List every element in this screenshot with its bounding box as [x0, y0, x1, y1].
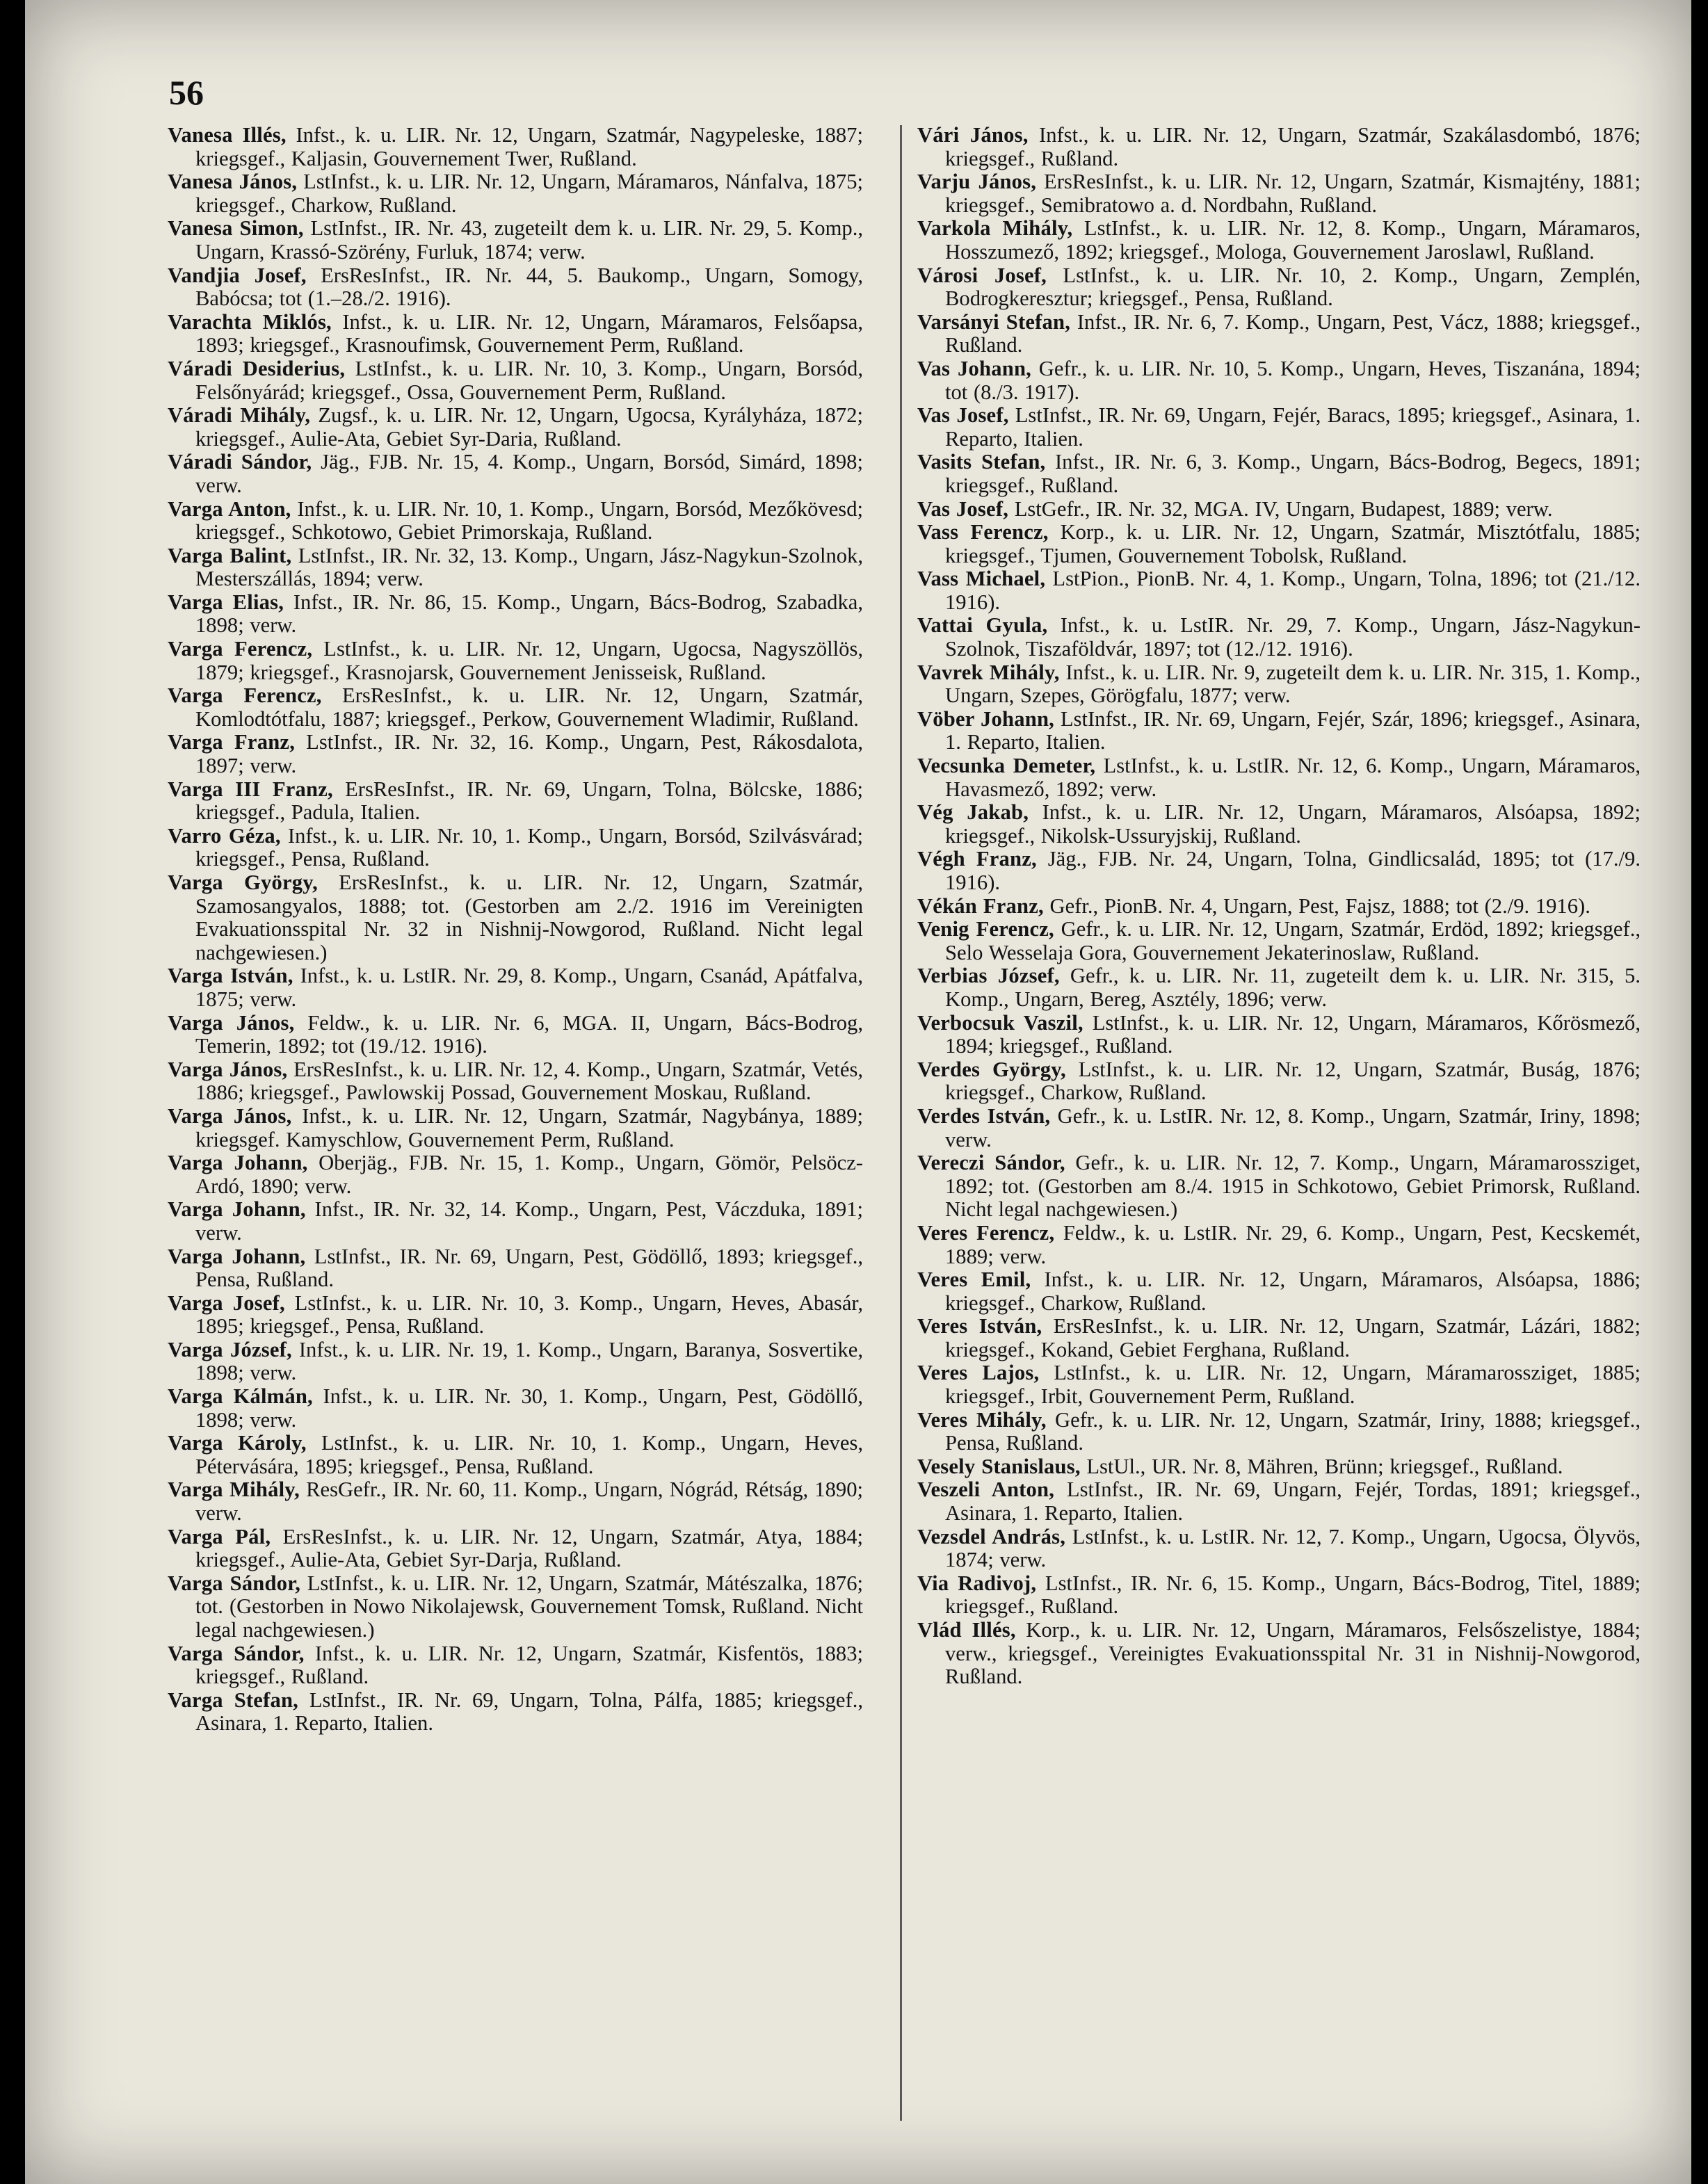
entry-name: Varga István,: [168, 964, 293, 988]
entry-name: Varju János,: [917, 170, 1037, 194]
entry-details: ErsResInfst., k. u. LIR. Nr. 12, Ungarn, Szatmár, Komlodtótfalu, 1887; kriegsgef., Perkow, Gouvernement Wladimir, Rußland.: [195, 683, 863, 731]
entry-details: LstInfst., IR. Nr. 69, Ungarn, Fejér, Tordas, 1891; kriegsgef., Asinara, 1. Reparto, Italien.: [945, 1478, 1641, 1526]
entry-details: Infst., IR. Nr. 6, 7. Komp., Ungarn, Pest, Vácz, 1888; kriegsgef., Rußland.: [945, 309, 1641, 357]
register-entry: [168, 1478, 863, 1525]
entry-details: ErsResInfst., k. u. LIR. Nr. 12, 4. Komp., Ungarn, Szatmár, Vetés, 1886; kriegsgef., Pawlowskij Possad, Gouvernement Moskau, Rußland.: [195, 1057, 863, 1105]
register-entry: [917, 451, 1641, 497]
register-entry: [917, 1012, 1641, 1058]
entry-details: Korp., k. u. LIR. Nr. 12, Ungarn, Máramaros, Felsőszelistye, 1884; verw., kriegsgef., Vereinigtes Evakuationsspital Nr. 31 in Nishnij-Nowgorod, Rußland.: [945, 1618, 1641, 1689]
entry-name: Vasits Stefan,: [917, 450, 1046, 474]
entry-name: Varga Johann,: [168, 1197, 306, 1222]
entry-details: LstInfst., IR. Nr. 69, Ungarn, Pest, Gödöllő, 1893; kriegsgef., Pensa, Rußland.: [195, 1244, 864, 1292]
entry-name: Városi Josef,: [917, 263, 1047, 287]
entry-name: Verdes György,: [917, 1057, 1066, 1081]
entry-details: Infst., IR. Nr. 6, 3. Komp., Ungarn, Bács-Bodrog, Begecs, 1891; kriegsgef., Rußland.: [945, 450, 1641, 497]
entry-details: Gefr., k. u. LstIR. Nr. 12, 8. Komp., Ungarn, Szatmár, Iriny, 1898; verw.: [945, 1103, 1641, 1151]
entry-name: Váradi Desiderius,: [168, 356, 346, 380]
entry-name: Varsányi Stefan,: [917, 309, 1071, 334]
entry-details: Infst., k. u. LIR. Nr. 12, Ungarn, Szatmár, Nagypeleske, 1887; kriegsgef., Kaljasin, Gouvernement Twer, Rußland.: [195, 123, 863, 170]
register-entry: [168, 731, 863, 777]
register-entry: [917, 404, 1641, 451]
entry-details: LstInfst., k. u. LIR. Nr. 10, 1. Komp., Ungarn, Heves, Pétervására, 1895; kriegsgef., Pensa, Rußland.: [195, 1431, 863, 1478]
register-entry: [917, 661, 1641, 708]
register-entry: [917, 1222, 1641, 1268]
entry-name: Végh Franz,: [917, 847, 1037, 871]
entry-name: Verbocsuk Vaszil,: [917, 1010, 1083, 1035]
register-entry: [917, 217, 1641, 264]
entry-name: Varga Pál,: [168, 1524, 271, 1548]
entry-name: Varga György,: [168, 871, 318, 894]
register-entry: [168, 825, 863, 871]
entry-name: Vékán Franz,: [917, 893, 1044, 918]
entry-details: Gefr., k. u. LIR. Nr. 12, 7. Komp., Ungarn, Máramarossziget, 1892; tot. (Gestorben am 8./4. 1915 in Schkotowo, Gebiet Primorsk, Rußland. Nicht legal nachgewiesen.): [945, 1151, 1641, 1222]
register-entry: [168, 1432, 863, 1478]
entry-details: LstInfst., k. u. LstIR. Nr. 12, 6. Komp., Ungarn, Máramaros, Havasmező, 1892; verw.: [945, 754, 1641, 801]
register-entry: [168, 544, 863, 591]
entry-name: Vass Michael,: [917, 567, 1046, 591]
entry-name: Vöber Johann,: [917, 706, 1055, 731]
register-entry: [917, 264, 1641, 311]
entry-name: Vas Josef,: [917, 403, 1009, 428]
entry-details: Feldw., k. u. LIR. Nr. 6, MGA. II, Ungarn, Bács-Bodrog, Temerin, 1892; tot (19./12. 1916).: [195, 1010, 863, 1058]
entry-details: Infst., k. u. LIR. Nr. 12, Ungarn, Máramaros, Felsőapsa, 1893; kriegsgef., Krasnoufimsk, Gouvernement Perm, Rußland.: [195, 309, 863, 357]
entry-name: Varga Franz,: [168, 730, 296, 754]
entry-details: LstInfst., k. u. LIR. Nr. 12, Ungarn, Máramarossziget, 1885; kriegsgef., Irbit, Gouvernement Perm, Rußland.: [945, 1361, 1641, 1409]
entry-name: Veres Emil,: [917, 1268, 1031, 1292]
entry-details: Infst., k. u. LIR. Nr. 9, zugeteilt dem k. u. LIR. Nr. 315, 1. Komp., Ungarn, Szepes, Görögfalu, 1877; verw.: [945, 660, 1641, 708]
entry-details: Infst., k. u. LIR. Nr. 30, 1. Komp., Ungarn, Pest, Gödöllő, 1898; verw.: [195, 1384, 863, 1432]
register-entry: [168, 871, 863, 964]
register-entry: [917, 1526, 1641, 1572]
entry-details: Gefr., PionB. Nr. 4, Ungarn, Pest, Fajsz, 1888; tot (2./9. 1916).: [1043, 893, 1590, 918]
entry-details: LstInfst., IR. Nr. 6, 15. Komp., Ungarn, Bács-Bodrog, Titel, 1889; kriegsgef., Rußland.: [945, 1571, 1641, 1619]
entry-name: Vezsdel András,: [917, 1524, 1066, 1548]
entry-name: Varro Géza,: [168, 823, 281, 848]
entry-name: Varga Balint,: [168, 543, 292, 567]
register-entry: [168, 311, 863, 357]
entry-name: Vanesa Simon,: [168, 216, 304, 241]
entry-details: Infst., k. u. LIR. Nr. 10, 1. Komp., Ungarn, Borsód, Szilvásvárad; kriegsgef., Pensa, Rußland.: [195, 823, 863, 871]
entry-details: Infst., k. u. LIR. Nr. 12, Ungarn, Szatmár, Szakálasdombó, 1876; kriegsgef., Rußland.: [945, 123, 1641, 170]
entry-details: Infst., k. u. LIR. Nr. 12, Ungarn, Máramaros, Alsóapsa, 1886; kriegsgef., Charkow, Rußland.: [945, 1268, 1641, 1315]
register-entry: [917, 1572, 1641, 1619]
entry-name: Varga Stefan,: [168, 1688, 299, 1712]
register-entry: [917, 1619, 1641, 1689]
entry-name: Vattai Gyula,: [917, 613, 1048, 638]
register-entry: [917, 708, 1641, 754]
entry-details: LstInfst., k. u. LIR. Nr. 12, Ungarn, Máramaros, Kőrösmező, 1894; kriegsgef., Rußland.: [945, 1010, 1641, 1058]
register-entry: [917, 801, 1641, 848]
register-entry: [168, 1338, 863, 1385]
entry-details: LstInfst., k. u. LIR. Nr. 12, Ungarn, Máramaros, Nánfalva, 1875; kriegsgef., Charkow, Rußland.: [195, 170, 863, 217]
register-entry: [168, 684, 863, 731]
entry-name: Varga Johann,: [168, 1244, 306, 1268]
register-entry: [168, 170, 863, 217]
entry-details: LstInfst., k. u. LIR. Nr. 12, 8. Komp., Ungarn, Máramaros, Hosszumező, 1892; kriegsgef., Mologa, Gouvernement Jaroslawl, Rußland.: [945, 216, 1641, 264]
register-entry: [917, 1455, 1641, 1479]
entry-details: LstUl., UR. Nr. 8, Mähren, Brünn; kriegsgef., Rußland.: [1080, 1454, 1563, 1478]
register-entry: [168, 1292, 863, 1338]
register-entry: [168, 1572, 863, 1642]
register-entry: [168, 964, 863, 1011]
entry-details: Infst., k. u. LIR. Nr. 10, 1. Komp., Ungarn, Borsód, Mezőkövesd; kriegsgef., Schkotowo, Gebiet Primorskaja, Rußland.: [195, 496, 864, 544]
entry-name: Vanesa János,: [168, 170, 298, 194]
entry-name: Via Radivoj,: [917, 1571, 1037, 1595]
entry-details: ErsResInfst., k. u. LIR. Nr. 12, Ungarn, Szatmár, Atya, 1884; kriegsgef., Aulie-Ata, Gebiet Syr-Darja, Rußland.: [195, 1524, 863, 1572]
register-entry: [168, 1642, 863, 1689]
register-entry: [917, 124, 1641, 170]
register-entry: [168, 451, 863, 497]
register-entry: [168, 1689, 863, 1736]
register-entry: [917, 1151, 1641, 1222]
entry-details: ErsResInfst., k. u. LIR. Nr. 12, Ungarn, Szatmár, Kismajtény, 1881; kriegsgef., Semibratowo a. d. Nordbahn, Rußland.: [945, 170, 1641, 217]
register-entry: [168, 1245, 863, 1292]
entry-name: Verbias József,: [917, 964, 1060, 988]
entry-name: Veres Ferencz,: [917, 1220, 1055, 1245]
entry-name: Varga Anton,: [168, 496, 291, 521]
register-entry: [168, 1012, 863, 1058]
register-entry: [168, 591, 863, 638]
entry-details: LstInfst., k. u. LIR. Nr. 12, Ungarn, Ugocsa, Nagyszöllös, 1879; kriegsgef., Krasnojarsk, Gouvernement Jenisseisk, Rußland.: [195, 637, 863, 684]
document-page: [25, 0, 1691, 2184]
entry-details: Infst., k. u. LIR. Nr. 19, 1. Komp., Ungarn, Baranya, Sosvertike, 1898; verw.: [195, 1337, 864, 1385]
entry-name: Varga Sándor,: [168, 1641, 305, 1665]
entry-details: ErsResInfst., k. u. LIR. Nr. 12, Ungarn, Szatmár, Lázári, 1882; kriegsgef., Kokand, Gebiet Ferghana, Rußland.: [945, 1314, 1641, 1361]
entry-details: Gefr., k. u. LIR. Nr. 12, Ungarn, Szatmár, Iriny, 1888; kriegsgef., Pensa, Rußland.: [945, 1407, 1641, 1455]
entry-name: Veres Mihály,: [917, 1407, 1047, 1432]
register-entry: [917, 498, 1641, 521]
register-entry: [168, 778, 863, 825]
entry-name: Vavrek Mihály,: [917, 660, 1060, 684]
entry-name: Varga Mihály,: [168, 1478, 300, 1502]
register-entry: [168, 124, 863, 170]
entry-name: Varga János,: [168, 1010, 295, 1035]
entry-name: Vecsunka Demeter,: [917, 754, 1096, 778]
entry-name: Varga Elias,: [168, 590, 284, 614]
register-entry: [917, 918, 1641, 964]
entry-name: Varga János,: [168, 1103, 292, 1128]
register-entry: [168, 404, 863, 451]
register-entry: [168, 264, 863, 311]
entry-name: Varga Kálmán,: [168, 1384, 313, 1409]
entry-name: Varga Ferencz,: [168, 637, 313, 661]
entry-name: Vári János,: [917, 123, 1029, 147]
register-entry: [168, 1526, 863, 1572]
entry-details: LstPion., PionB. Nr. 4, 1. Komp., Ungarn, Tolna, 1896; tot (21./12. 1916).: [945, 567, 1641, 614]
entry-details: Infst., k. u. LIR. Nr. 12, Ungarn, Szatmár, Kisfentös, 1883; kriegsgef., Rußland.: [195, 1641, 864, 1689]
entry-details: ErsResInfst., IR. Nr. 44, 5. Baukomp., Ungarn, Somogy, Babócsa; tot (1.–28./2. 1916).: [195, 263, 863, 311]
entry-name: Vesely Stanislaus,: [917, 1454, 1081, 1478]
entry-name: Verdes István,: [917, 1103, 1051, 1128]
column-divider: [900, 125, 902, 2121]
entry-details: Infst., IR. Nr. 86, 15. Komp., Ungarn, Bács-Bodrog, Szabadka, 1898; verw.: [195, 590, 863, 638]
entry-name: Varga Josef,: [168, 1291, 285, 1315]
entry-details: LstInfst., k. u. LIR. Nr. 10, 2. Komp., Ungarn, Zemplén, Bodrogkeresztur; kriegsgef., Pensa, Rußland.: [945, 263, 1641, 311]
entry-details: LstInfst., IR. Nr. 69, Ungarn, Fejér, Szár, 1896; kriegsgef., Asinara, 1. Reparto, Italien.: [945, 706, 1641, 754]
register-entry: [917, 521, 1641, 567]
entry-details: LstInfst., IR. Nr. 43, zugeteilt dem k. u. LIR. Nr. 29, 5. Komp., Ungarn, Krassó-Szörény, Furluk, 1874; verw.: [195, 216, 863, 264]
entry-name: Vas Johann,: [917, 356, 1032, 380]
register-entry: [917, 895, 1641, 919]
register-entry: [917, 964, 1641, 1011]
entry-details: Infst., k. u. LstIR. Nr. 29, 8. Komp., Ungarn, Csanád, Apátfalva, 1875; verw.: [195, 964, 863, 1011]
entry-name: Varachta Miklós,: [168, 309, 332, 334]
register-entry: [168, 1385, 863, 1432]
register-entry: [917, 1058, 1641, 1105]
entry-details: Jäg., FJB. Nr. 24, Ungarn, Tolna, Gindlicsalád, 1895; tot (17./9. 1916).: [945, 847, 1641, 894]
entry-name: Veres István,: [917, 1314, 1042, 1338]
register-entry: [917, 1315, 1641, 1361]
entry-details: LstInfst., IR. Nr. 69, Ungarn, Fejér, Baracs, 1895; kriegsgef., Asinara, 1. Reparto, Italien.: [945, 403, 1641, 451]
entry-name: Venig Ferencz,: [917, 917, 1054, 941]
entry-name: Varga János,: [168, 1057, 288, 1081]
entry-details: Infst., IR. Nr. 32, 14. Komp., Ungarn, Pest, Váczduka, 1891; verw.: [195, 1197, 863, 1245]
register-entry: [917, 170, 1641, 217]
entry-details: LstInfst., IR. Nr. 32, 16. Komp., Ungarn, Pest, Rákosdalota, 1897; verw.: [195, 730, 864, 778]
entry-details: LstInfst., k. u. LIR. Nr. 10, 3. Komp., Ungarn, Heves, Abasár, 1895; kriegsgef., Pensa, Rußland.: [195, 1291, 864, 1338]
page-number: 56: [169, 73, 204, 112]
register-entry: [917, 311, 1641, 357]
entry-name: Váradi Sándor,: [168, 450, 312, 474]
entry-details: ResGefr., IR. Nr. 60, 11. Komp., Ungarn, Nógrád, Rétság, 1890; verw.: [195, 1478, 863, 1526]
entry-details: Oberjäg., FJB. Nr. 15, 1. Komp., Ungarn, Gömör, Pelsöcz-Ardó, 1890; verw.: [195, 1151, 863, 1198]
entry-details: Infst., k. u. LstIR. Nr. 29, 7. Komp., Ungarn, Jász-Nagykun-Szolnok, Tiszaföldvár, 1897; tot (12./12. 1916).: [945, 613, 1641, 661]
entry-details: LstInfst., k. u. LstIR. Nr. 12, 7. Komp., Ungarn, Ugocsa, Ölyvös, 1874; verw.: [945, 1524, 1641, 1572]
entry-details: Zugsf., k. u. LIR. Nr. 12, Ungarn, Ugocsa, Kyrályháza, 1872; kriegsgef., Aulie-Ata, Gebiet Syr-Daria, Rußland.: [195, 403, 863, 451]
entry-name: Veres Lajos,: [917, 1361, 1040, 1385]
register-entry: [917, 567, 1641, 614]
entry-details: LstInfst., k. u. LIR. Nr. 12, Ungarn, Szatmár, Buság, 1876; kriegsgef., Charkow, Rußland.: [945, 1057, 1641, 1105]
entry-details: ErsResInfst., IR. Nr. 69, Ungarn, Tolna, Bölcske, 1886; kriegsgef., Padula, Italien.: [195, 777, 863, 825]
entry-name: Vlád Illés,: [917, 1618, 1016, 1642]
entry-name: Varkola Mihály,: [917, 216, 1073, 241]
left-column: [168, 124, 863, 1736]
register-entry: [168, 217, 863, 264]
entry-name: Varga József,: [168, 1337, 292, 1361]
register-entry: [168, 357, 863, 404]
entry-name: Veszeli Anton,: [917, 1478, 1055, 1502]
entry-details: LstGefr., IR. Nr. 32, MGA. IV, Ungarn, Budapest, 1889; verw.: [1008, 496, 1553, 521]
entry-details: ErsResInfst., k. u. LIR. Nr. 12, Ungarn, Szatmár, Szamosangyalos, 1888; tot. (Gestorben am 2./2. 1916 im Vereinigten Evakuationsspital Nr. 32 in Nishnij-Nowgorod, Rußland. Nicht legal nachgewiesen.): [195, 871, 863, 964]
entry-details: LstInfst., IR. Nr. 69, Ungarn, Tolna, Pálfa, 1885; kriegsgef., Asinara, 1. Reparto, Italien.: [195, 1688, 863, 1736]
entry-name: Varga Johann,: [168, 1151, 308, 1175]
register-entry: [168, 1151, 863, 1198]
entry-name: Vass Ferencz,: [917, 520, 1049, 544]
register-entry: [168, 1058, 863, 1105]
entry-name: Vég Jakab,: [917, 800, 1029, 825]
entry-name: Váradi Mihály,: [168, 403, 311, 428]
register-entry: [917, 754, 1641, 801]
entry-details: LstInfst., k. u. LIR. Nr. 10, 3. Komp., Ungarn, Borsód, Felsőnyárád; kriegsgef., Ossa, Gouvernement Perm, Rußland.: [195, 356, 863, 404]
entry-details: Korp., k. u. LIR. Nr. 12, Ungarn, Szatmár, Misztótfalu, 1885; kriegsgef., Tjumen, Gouvernement Tobolsk, Rußland.: [945, 520, 1641, 567]
entry-details: Gefr., k. u. LIR. Nr. 12, Ungarn, Szatmár, Erdöd, 1892; kriegsgef., Selo Wesselaja Gora, Gouvernement Jekaterinoslaw, Rußland.: [945, 917, 1641, 964]
entry-details: Gefr., k. u. LIR. Nr. 11, zugeteilt dem k. u. LIR. Nr. 315, 5. Komp., Ungarn, Bereg, Asztély, 1896; verw.: [945, 964, 1641, 1011]
entry-details: Feldw., k. u. LstIR. Nr. 29, 6. Komp., Ungarn, Pest, Kecskemét, 1889; verw.: [945, 1220, 1641, 1268]
register-entry: [917, 1268, 1641, 1315]
entry-details: Jäg., FJB. Nr. 15, 4. Komp., Ungarn, Borsód, Simárd, 1898; verw.: [195, 450, 863, 497]
entry-name: Varga Sándor,: [168, 1571, 301, 1595]
register-entry: [917, 357, 1641, 404]
register-entry: [917, 614, 1641, 661]
entry-details: Infst., k. u. LIR. Nr. 12, Ungarn, Szatmár, Nagybánya, 1889; kriegsgef. Kamyschlow, Gouvernement Perm, Rußland.: [195, 1103, 864, 1151]
entry-details: LstInfst., k. u. LIR. Nr. 12, Ungarn, Szatmár, Mátészalka, 1876; tot. (Gestorben in Nowo Nikolajewsk, Gouvernement Tomsk, Rußland. Nicht legal nachgewiesen.): [195, 1571, 863, 1642]
entry-details: Infst., k. u. LIR. Nr. 12, Ungarn, Máramaros, Alsóapsa, 1892; kriegsgef., Nikolsk-Ussuryjskij, Rußland.: [945, 800, 1641, 848]
right-column: [917, 124, 1641, 1689]
register-entry: [917, 1105, 1641, 1151]
entry-name: Varga Ferencz,: [168, 683, 322, 708]
entry-details: Gefr., k. u. LIR. Nr. 10, 5. Komp., Ungarn, Heves, Tiszanána, 1894; tot (8./3. 1917).: [945, 356, 1641, 404]
register-entry: [917, 1478, 1641, 1525]
register-entry: [917, 1409, 1641, 1455]
register-entry: [168, 638, 863, 684]
entry-name: Vereczi Sándor,: [917, 1151, 1065, 1175]
register-entry: [168, 1105, 863, 1151]
entry-name: Vandjia Josef,: [168, 263, 307, 287]
entry-name: Vanesa Illés,: [168, 123, 287, 147]
entry-name: Varga III Franz,: [168, 777, 333, 801]
entry-details: LstInfst., IR. Nr. 32, 13. Komp., Ungarn, Jász-Nagykun-Szolnok, Mesterszállás, 1894; verw.: [195, 543, 863, 591]
register-entry: [917, 848, 1641, 894]
register-entry: [917, 1361, 1641, 1408]
register-entry: [168, 1198, 863, 1245]
entry-name: Vas Josef,: [917, 496, 1009, 521]
register-entry: [168, 498, 863, 544]
entry-name: Varga Károly,: [168, 1431, 307, 1455]
